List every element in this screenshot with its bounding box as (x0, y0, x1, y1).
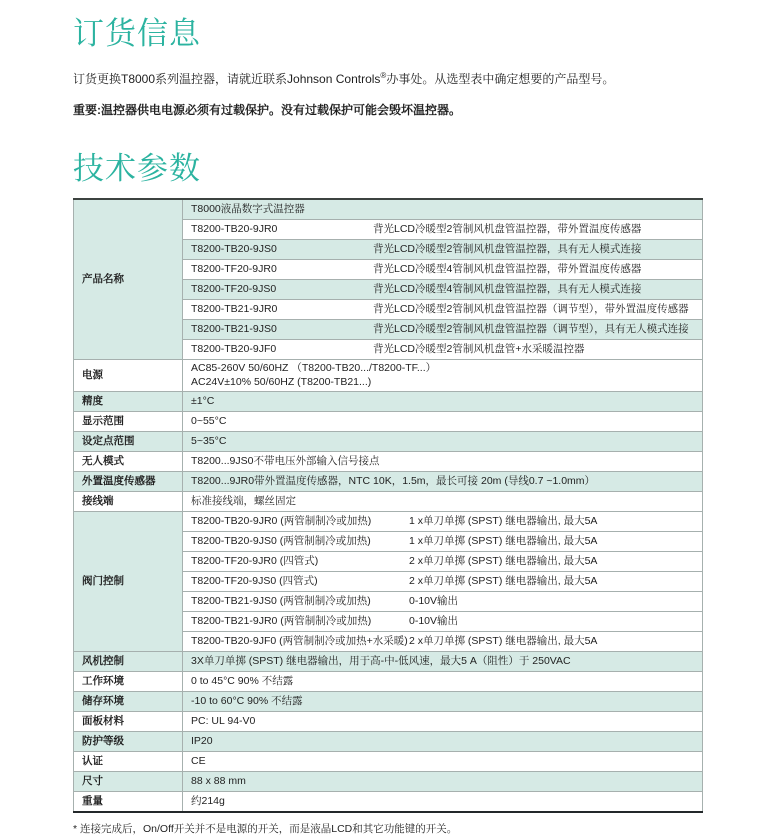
model-description: 2 x单刀单掷 (SPST) 继电器输出, 最大5A (409, 635, 598, 648)
model-number: T8200-TB21-9JS0 (两管制制冷或加热) (191, 595, 371, 608)
technical-specs-title: 技术参数 (73, 151, 201, 187)
model-description: 2 x单刀单掷 (SPST) 继电器输出, 最大5A (409, 555, 598, 568)
param-value: ±1°C (183, 392, 703, 412)
param-value (183, 572, 703, 592)
param-value (183, 612, 703, 632)
param-label: 尺寸 (74, 772, 183, 792)
table-row (74, 360, 703, 392)
model-number: T8200-TB21-9JR0 (两管制制冷或加热) (191, 615, 372, 628)
model-description: 0-10V输出 (409, 595, 459, 608)
table-row (74, 712, 703, 732)
model-description: 背光LCD冷暖型2管制风机盘管温控器（调节型），具有无人模式连接 (373, 323, 689, 336)
param-label: 储存环境 (74, 692, 183, 712)
param-label: 设定点范围 (74, 432, 183, 452)
param-label: 产品名称 (74, 199, 183, 360)
table-row (74, 792, 703, 813)
param-label: 显示范围 (74, 412, 183, 432)
model-description: 1 x单刀单掷 (SPST) 继电器输出, 最大5A (409, 535, 598, 548)
param-label: 工作环境 (74, 672, 183, 692)
param-value: PC: UL 94-V0 (183, 712, 703, 732)
table-row (74, 432, 703, 452)
param-value (183, 280, 703, 300)
model-description: 2 x单刀单掷 (SPST) 继电器输出, 最大5A (409, 575, 598, 588)
table-row (74, 392, 703, 412)
param-label: 面板材料 (74, 712, 183, 732)
param-label: 风机控制 (74, 652, 183, 672)
table-row (74, 512, 703, 532)
footnote: * 连接完成后，On/Off开关并不是电源的开关，而是液晶LCD和其它功能键的开关。 (73, 823, 458, 836)
table-row (74, 472, 703, 492)
param-value (183, 240, 703, 260)
model-number: T8200-TF20-9JS0 (191, 283, 277, 296)
table-row (74, 452, 703, 472)
model-number: T8200-TB20-9JR0 (两管制制冷或加热) (191, 515, 372, 528)
model-description: 背光LCD冷暖型4管制风机盘管温控器，带外置温度传感器 (373, 263, 642, 276)
model-number: T8200-TB20-9JF0 (191, 343, 277, 356)
param-value (183, 340, 703, 360)
param-value (183, 360, 703, 392)
param-value: 0 to 45°C 90% 不结露 (183, 672, 703, 692)
param-value: T8200...9JS0不带电压外部输入信号接点 (183, 452, 703, 472)
table-row (74, 492, 703, 512)
param-label: 阀门控制 (74, 512, 183, 652)
table-row (74, 672, 703, 692)
param-value: 3X单刀单掷 (SPST) 继电器输出，用于高-中-低风速，最大5 A（阻性）于 250VAC (183, 652, 703, 672)
model-description: 背光LCD冷暖型2管制风机盘管温控器，具有无人模式连接 (373, 243, 642, 256)
table-row (74, 652, 703, 672)
model-number: T8200-TB20-9JS0 (191, 243, 277, 256)
value-line: AC24V±10% 50/60HZ (T8200-TB21...) (191, 375, 372, 388)
model-number: T8200-TF20-9JR0 (191, 263, 277, 276)
intro-text-post: 办事处。从选型表中确定想要的产品型号。 (386, 72, 615, 87)
model-number: T8200-TB20-9JF0 (两管制制冷或加热+水采暖) (191, 635, 408, 648)
param-value (183, 592, 703, 612)
param-label: 防护等级 (74, 732, 183, 752)
value-line: AC85-260V 50/60HZ （T8200-TB20.../T8200-TF...） (191, 362, 437, 375)
param-value (183, 320, 703, 340)
param-value: 标准接线端，螺丝固定 (183, 492, 703, 512)
param-value (183, 552, 703, 572)
param-label: 外置温度传感器 (74, 472, 183, 492)
intro-text-pre: 订货更换T8000系列温控器，请就近联系Johnson Controls (73, 72, 381, 87)
model-number: T8200-TF20-9JR0 (四管式) (191, 555, 319, 568)
param-value: 约214g (183, 792, 703, 813)
param-label: 接线端 (74, 492, 183, 512)
important-note: 重要:温控器供电电源必须有过载保护。没有过载保护可能会毁坏温控器。 (73, 102, 461, 117)
param-value: -10 to 60°C 90% 不结露 (183, 692, 703, 712)
table-row (74, 732, 703, 752)
table-row (74, 692, 703, 712)
model-number: T8200-TB20-9JS0 (两管制制冷或加热) (191, 535, 371, 548)
param-value (183, 532, 703, 552)
table-row (74, 772, 703, 792)
model-description: 背光LCD冷暖型4管制风机盘管温控器，具有无人模式连接 (373, 283, 642, 296)
model-description: 1 x单刀单掷 (SPST) 继电器输出, 最大5A (409, 515, 598, 528)
intro-paragraph (73, 70, 730, 88)
registered-trademark-symbol: ® (380, 71, 387, 81)
model-description: 背光LCD冷暖型2管制风机盘管温控器（调节型），带外置温度传感器 (373, 303, 689, 316)
param-value (183, 260, 703, 280)
param-value (183, 300, 703, 320)
model-number: T8200-TF20-9JS0 (四管式) (191, 575, 318, 588)
model-description: 0-10V输出 (409, 615, 459, 628)
param-value (183, 632, 703, 652)
param-label: 精度 (74, 392, 183, 412)
param-label: 电源 (74, 360, 183, 392)
param-value: 88 x 88 mm (183, 772, 703, 792)
spec-table (73, 198, 703, 813)
param-value: T8200...9JR0带外置温度传感器，NTC 10K，1.5m，最长可接 20m (导线0.7 ~1.0mm） (183, 472, 703, 492)
param-value: CE (183, 752, 703, 772)
model-number: T8200-TB21-9JR0 (191, 303, 278, 316)
ordering-info-title: 订货信息 (73, 16, 201, 51)
param-value: IP20 (183, 732, 703, 752)
model-description: 背光LCD冷暖型2管制风机盘管+水采暖温控器 (373, 343, 585, 356)
param-value: 5~35°C (183, 432, 703, 452)
param-value: T8000液晶数字式温控器 (183, 199, 703, 220)
model-number: T8200-TB21-9JS0 (191, 323, 277, 336)
table-row (74, 199, 703, 220)
table-row (74, 412, 703, 432)
param-value (183, 220, 703, 240)
param-label: 重量 (74, 792, 183, 813)
param-value (183, 512, 703, 532)
param-label: 无人模式 (74, 452, 183, 472)
table-row (74, 752, 703, 772)
spec-table-body (74, 199, 703, 812)
param-label: 认证 (74, 752, 183, 772)
param-value: 0~55°C (183, 412, 703, 432)
model-description: 背光LCD冷暖型2管制风机盘管温控器，带外置温度传感器 (373, 223, 642, 236)
model-number: T8200-TB20-9JR0 (191, 223, 278, 236)
